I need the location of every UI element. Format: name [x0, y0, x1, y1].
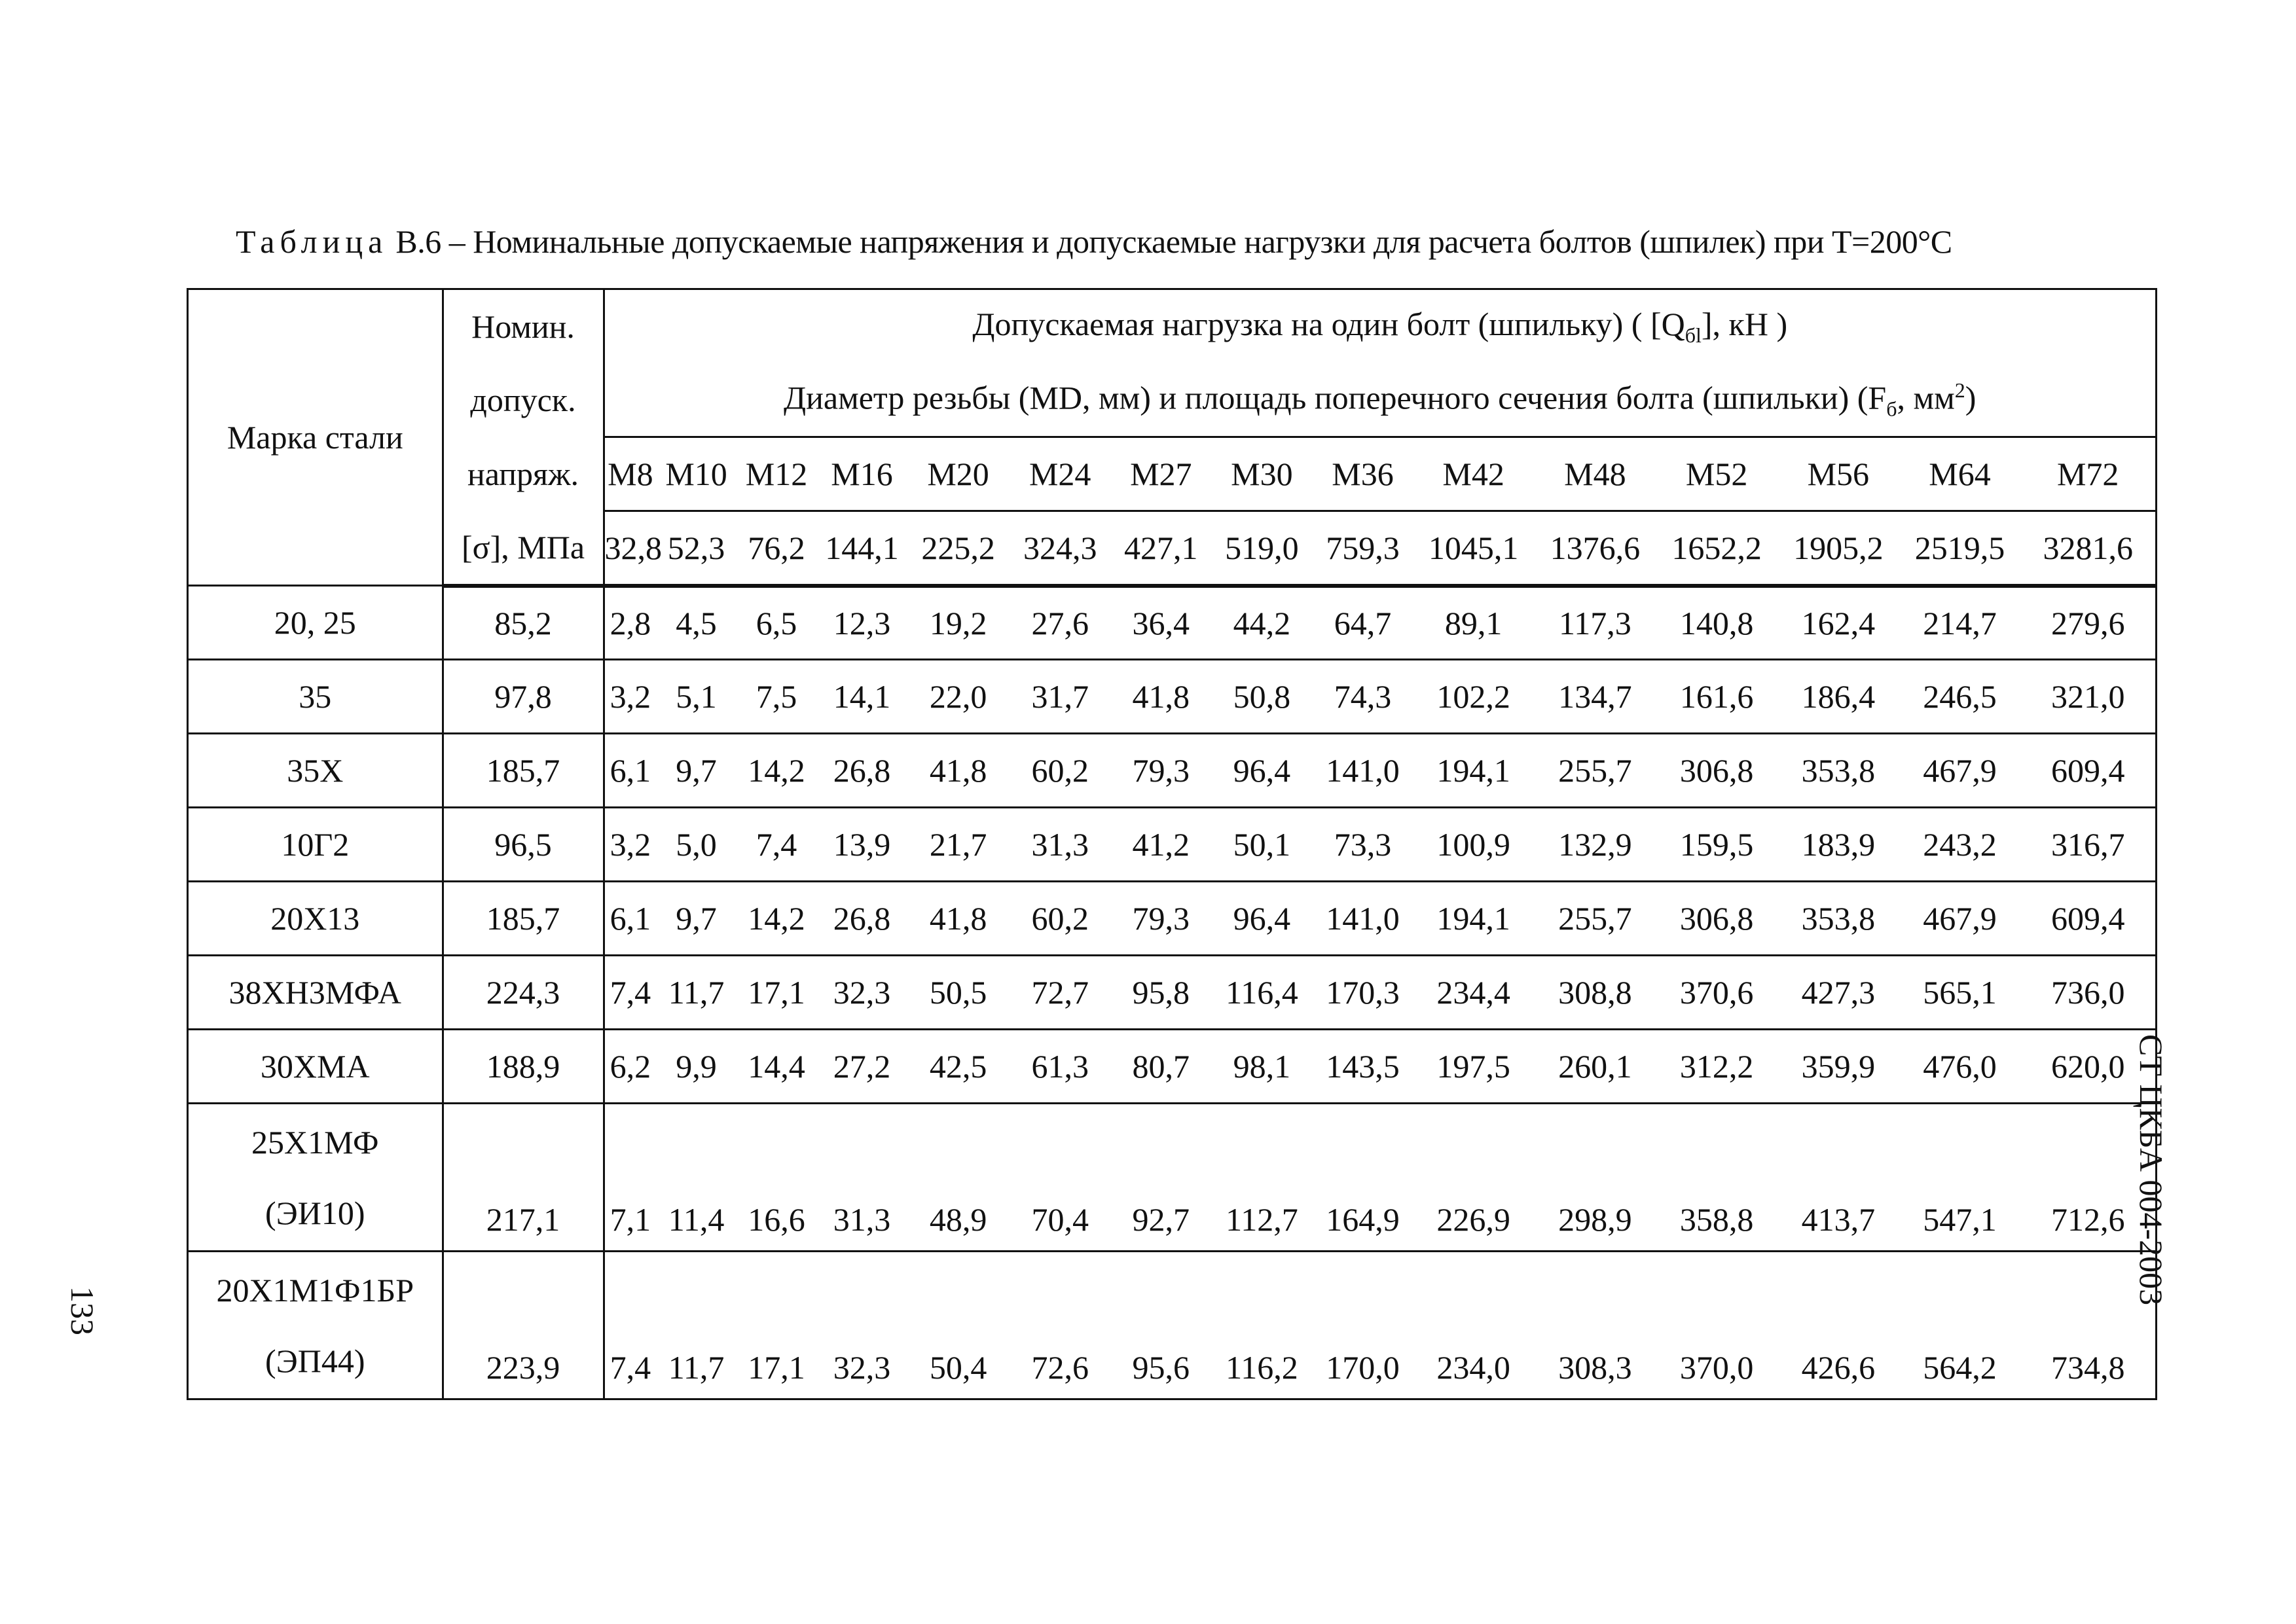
load-cell: 7,4 — [604, 956, 656, 1030]
thread-size-cell: M64 — [1899, 437, 2021, 511]
load-cell: 9,7 — [656, 734, 736, 808]
load-cell: 41,8 — [907, 882, 1010, 956]
load-cell: 467,9 — [1899, 882, 2021, 956]
load-cell: 353,8 — [1777, 882, 1899, 956]
load-cell: 72,7 — [1009, 956, 1111, 1030]
load-cell: 476,0 — [1899, 1030, 2021, 1104]
section-area-cell: 32,8 — [604, 511, 656, 586]
load-cell: 194,1 — [1413, 734, 1535, 808]
load-cell: 21,7 — [907, 808, 1010, 882]
page-number: 133 — [64, 1286, 101, 1335]
load-cell: 14,2 — [737, 882, 816, 956]
table-row — [188, 882, 2157, 956]
load-cell: 197,5 — [1413, 1030, 1535, 1104]
load-cell: 11,7 — [656, 956, 736, 1030]
section-area-cell: 324,3 — [1009, 511, 1111, 586]
load-cell: 41,8 — [907, 734, 1010, 808]
load-cell: 7,1 — [604, 1104, 656, 1252]
header-nominal-line-1: Номин. — [443, 289, 604, 363]
load-cell: 32,3 — [816, 956, 907, 1030]
thread-size-cell: M8 — [604, 437, 656, 511]
header-load: Допускаемая нагрузка на один болт (шпильку) ( $[Q_{бl}]$, кН ) — [604, 289, 2157, 363]
load-cell: 143,5 — [1313, 1030, 1413, 1104]
load-cell: 50,4 — [907, 1252, 1010, 1399]
thread-size-cell: M52 — [1656, 437, 1777, 511]
load-cell: 134,7 — [1535, 660, 1656, 734]
load-cell: 164,9 — [1313, 1104, 1413, 1252]
load-cell: 14,4 — [737, 1030, 816, 1104]
load-cell: 4,5 — [656, 586, 736, 660]
table-row — [188, 660, 2157, 734]
load-cell: 95,6 — [1111, 1252, 1211, 1399]
header-steel-grade: Марка стали — [188, 289, 443, 586]
load-cell: 6,2 — [604, 1030, 656, 1104]
steel-grade-cell: 35Х — [188, 734, 443, 808]
steel-grade-cell: 20, 25 — [188, 586, 443, 660]
load-cell: 7,5 — [737, 660, 816, 734]
load-cell: 64,7 — [1313, 586, 1413, 660]
load-cell: 72,6 — [1009, 1252, 1111, 1399]
load-cell: 80,7 — [1111, 1030, 1211, 1104]
load-cell: 162,4 — [1777, 586, 1899, 660]
load-cell: 14,2 — [737, 734, 816, 808]
load-cell: 50,8 — [1211, 660, 1313, 734]
load-cell: 712,6 — [2020, 1104, 2156, 1252]
load-cell: 186,4 — [1777, 660, 1899, 734]
load-cell: 214,7 — [1899, 586, 2021, 660]
load-cell: 359,9 — [1777, 1030, 1899, 1104]
load-cell: 565,1 — [1899, 956, 2021, 1030]
load-cell: 170,3 — [1313, 956, 1413, 1030]
load-cell: 243,2 — [1899, 808, 2021, 882]
section-area-cell: 76,2 — [737, 511, 816, 586]
load-cell: 306,8 — [1656, 882, 1777, 956]
load-cell: 116,4 — [1211, 956, 1313, 1030]
thread-size-cell: M12 — [737, 437, 816, 511]
steel-grade-line: (ЭИ10) — [265, 1194, 365, 1231]
load-cell: 413,7 — [1777, 1104, 1899, 1252]
section-area-cell: 759,3 — [1313, 511, 1413, 586]
load-cell: 89,1 — [1413, 586, 1535, 660]
load-cell: 13,9 — [816, 808, 907, 882]
load-cell: 141,0 — [1313, 882, 1413, 956]
table-row — [188, 808, 2157, 882]
load-cell: 17,1 — [737, 1252, 816, 1399]
steel-grade-cell: 10Г2 — [188, 808, 443, 882]
load-cell: 194,1 — [1413, 882, 1535, 956]
load-cell: 370,6 — [1656, 956, 1777, 1030]
header-diameter: Диаметр резьбы (MD, мм) и площадь поперечного сечения болта (шпильки) ($F_б$, $мм^2$) — [604, 363, 2157, 437]
thread-size-cell: M10 — [656, 437, 736, 511]
load-cell: 161,6 — [1656, 660, 1777, 734]
nominal-stress-cell: 96,5 — [443, 808, 604, 882]
table-row — [188, 1104, 2157, 1252]
load-cell: 308,3 — [1535, 1252, 1656, 1399]
load-cell: 12,3 — [816, 586, 907, 660]
load-cell: 42,5 — [907, 1030, 1010, 1104]
load-cell: 5,1 — [656, 660, 736, 734]
load-cell: 70,4 — [1009, 1104, 1111, 1252]
load-cell: 27,2 — [816, 1030, 907, 1104]
load-cell: 22,0 — [907, 660, 1010, 734]
steel-grade-cell — [188, 1104, 443, 1252]
table-row — [188, 586, 2157, 660]
load-cell: 16,6 — [737, 1104, 816, 1252]
load-cell: 170,0 — [1313, 1252, 1413, 1399]
thread-size-cell: M36 — [1313, 437, 1413, 511]
thread-size-cell: M48 — [1535, 437, 1656, 511]
load-cell: 117,3 — [1535, 586, 1656, 660]
load-cell: 31,7 — [1009, 660, 1111, 734]
thread-size-cell: M72 — [2020, 437, 2156, 511]
load-cell: 298,9 — [1535, 1104, 1656, 1252]
load-cell: 11,7 — [656, 1252, 736, 1399]
thread-size-cell: M27 — [1111, 437, 1211, 511]
load-cell: 19,2 — [907, 586, 1010, 660]
thread-size-cell: M30 — [1211, 437, 1313, 511]
load-cell: 50,5 — [907, 956, 1010, 1030]
load-cell: 31,3 — [1009, 808, 1111, 882]
thread-size-cell: M24 — [1009, 437, 1111, 511]
table-row — [188, 1030, 2157, 1104]
load-cell: 620,0 — [2020, 1030, 2156, 1104]
load-cell: 79,3 — [1111, 882, 1211, 956]
load-cell: 96,4 — [1211, 882, 1313, 956]
nominal-stress-cell: 185,7 — [443, 734, 604, 808]
load-cell: 95,8 — [1111, 956, 1211, 1030]
steel-grade-line: 20Х1М1Ф1БР — [216, 1271, 414, 1308]
load-cell: 60,2 — [1009, 734, 1111, 808]
load-cell: 234,4 — [1413, 956, 1535, 1030]
load-cell: 7,4 — [737, 808, 816, 882]
load-cell: 279,6 — [2020, 586, 2156, 660]
steel-grade-line: 25Х1МФ — [251, 1123, 379, 1161]
load-cell: 44,2 — [1211, 586, 1313, 660]
load-cell: 255,7 — [1535, 882, 1656, 956]
nominal-stress-cell: 188,9 — [443, 1030, 604, 1104]
table-row — [188, 956, 2157, 1030]
section-area-cell: 1376,6 — [1535, 511, 1656, 586]
load-cell: 36,4 — [1111, 586, 1211, 660]
load-cell: 41,2 — [1111, 808, 1211, 882]
load-cell: 32,3 — [816, 1252, 907, 1399]
load-cell: 316,7 — [2020, 808, 2156, 882]
section-area-cell: 144,1 — [816, 511, 907, 586]
nominal-stress-cell: 217,1 — [443, 1104, 604, 1252]
steel-grade-cell: 20Х13 — [188, 882, 443, 956]
load-cell: 3,2 — [604, 808, 656, 882]
nominal-stress-cell: 85,2 — [443, 586, 604, 660]
load-cell: 100,9 — [1413, 808, 1535, 882]
load-cell: 96,4 — [1211, 734, 1313, 808]
load-cell: 140,8 — [1656, 586, 1777, 660]
section-area-cell: 2519,5 — [1899, 511, 2021, 586]
load-cell: 234,0 — [1413, 1252, 1535, 1399]
load-cell: 3,2 — [604, 660, 656, 734]
table-row — [188, 1252, 2157, 1399]
load-cell: 102,2 — [1413, 660, 1535, 734]
load-cell: 6,1 — [604, 882, 656, 956]
steel-grade-cell — [188, 1252, 443, 1399]
header-nominal-line-3: напряж. — [443, 437, 604, 511]
load-cell: 41,8 — [1111, 660, 1211, 734]
section-area-cell: 225,2 — [907, 511, 1010, 586]
nominal-stress-cell: 224,3 — [443, 956, 604, 1030]
table-caption — [236, 223, 2167, 261]
load-cell: 467,9 — [1899, 734, 2021, 808]
section-area-cell: 519,0 — [1211, 511, 1313, 586]
load-cell: 159,5 — [1656, 808, 1777, 882]
load-cell: 98,1 — [1211, 1030, 1313, 1104]
header-nominal-line-2: допуск. — [443, 363, 604, 437]
load-cell: 260,1 — [1535, 1030, 1656, 1104]
load-cell: 358,8 — [1656, 1104, 1777, 1252]
load-cell: 564,2 — [1899, 1252, 2021, 1399]
section-area-cell: 3281,6 — [2020, 511, 2156, 586]
load-cell: 246,5 — [1899, 660, 2021, 734]
load-cell: 609,4 — [2020, 734, 2156, 808]
load-cell: 50,1 — [1211, 808, 1313, 882]
load-cell: 73,3 — [1313, 808, 1413, 882]
load-cell: 321,0 — [2020, 660, 2156, 734]
load-cell: 353,8 — [1777, 734, 1899, 808]
load-cell: 6,1 — [604, 734, 656, 808]
load-cell: 312,2 — [1656, 1030, 1777, 1104]
section-area-cell: 1652,2 — [1656, 511, 1777, 586]
load-cell: 26,8 — [816, 734, 907, 808]
load-cell: 9,7 — [656, 882, 736, 956]
load-cell: 48,9 — [907, 1104, 1010, 1252]
load-cell: 14,1 — [816, 660, 907, 734]
load-cell: 141,0 — [1313, 734, 1413, 808]
header-nominal-line-4: [σ], МПа — [443, 511, 604, 586]
nominal-stress-cell: 223,9 — [443, 1252, 604, 1399]
thread-size-cell: M16 — [816, 437, 907, 511]
load-cell: 92,7 — [1111, 1104, 1211, 1252]
steel-grade-line: (ЭП44) — [265, 1342, 365, 1379]
section-area-cell: 52,3 — [656, 511, 736, 586]
steel-grade-cell: 38ХН3МФА — [188, 956, 443, 1030]
load-cell: 26,8 — [816, 882, 907, 956]
steel-grade-cell: 30ХМА — [188, 1030, 443, 1104]
nominal-stress-cell: 185,7 — [443, 882, 604, 956]
load-cell: 255,7 — [1535, 734, 1656, 808]
load-cell: 6,5 — [737, 586, 816, 660]
load-cell: 27,6 — [1009, 586, 1111, 660]
document-code: СТ ЦКБА 004-2003 — [2133, 1034, 2170, 1306]
load-cell: 5,0 — [656, 808, 736, 882]
load-cell: 547,1 — [1899, 1104, 2021, 1252]
thread-size-cell: M42 — [1413, 437, 1535, 511]
load-cell: 426,6 — [1777, 1252, 1899, 1399]
load-cell: 31,3 — [816, 1104, 907, 1252]
load-cell: 74,3 — [1313, 660, 1413, 734]
load-cell: 306,8 — [1656, 734, 1777, 808]
load-cell: 183,9 — [1777, 808, 1899, 882]
thread-size-cell: M20 — [907, 437, 1010, 511]
load-cell: 370,0 — [1656, 1252, 1777, 1399]
load-cell: 60,2 — [1009, 882, 1111, 956]
table-row — [188, 734, 2157, 808]
load-cell: 11,4 — [656, 1104, 736, 1252]
caption-label: Таблица — [236, 223, 388, 260]
load-cell: 17,1 — [737, 956, 816, 1030]
section-area-cell: 427,1 — [1111, 511, 1211, 586]
load-cell: 116,2 — [1211, 1252, 1313, 1399]
thread-size-cell: M56 — [1777, 437, 1899, 511]
load-cell: 734,8 — [2020, 1252, 2156, 1399]
load-cell: 308,8 — [1535, 956, 1656, 1030]
section-area-cell: 1045,1 — [1413, 511, 1535, 586]
load-cell: 61,3 — [1009, 1030, 1111, 1104]
bolt-load-table — [187, 288, 2157, 1400]
load-cell: 79,3 — [1111, 734, 1211, 808]
nominal-stress-cell: 97,8 — [443, 660, 604, 734]
load-cell: 112,7 — [1211, 1104, 1313, 1252]
load-cell: 427,3 — [1777, 956, 1899, 1030]
load-cell: 226,9 — [1413, 1104, 1535, 1252]
steel-grade-cell: 35 — [188, 660, 443, 734]
caption-number: В.6 — [395, 223, 441, 260]
load-cell: 132,9 — [1535, 808, 1656, 882]
load-cell: 2,8 — [604, 586, 656, 660]
caption-text: – Номинальные допускаемые напряжения и допускаемые нагрузки для расчета болтов (шпилек) при Т=200°С — [448, 223, 1952, 260]
load-cell: 7,4 — [604, 1252, 656, 1399]
section-area-cell: 1905,2 — [1777, 511, 1899, 586]
load-cell: 609,4 — [2020, 882, 2156, 956]
load-cell: 9,9 — [656, 1030, 736, 1104]
load-cell: 736,0 — [2020, 956, 2156, 1030]
